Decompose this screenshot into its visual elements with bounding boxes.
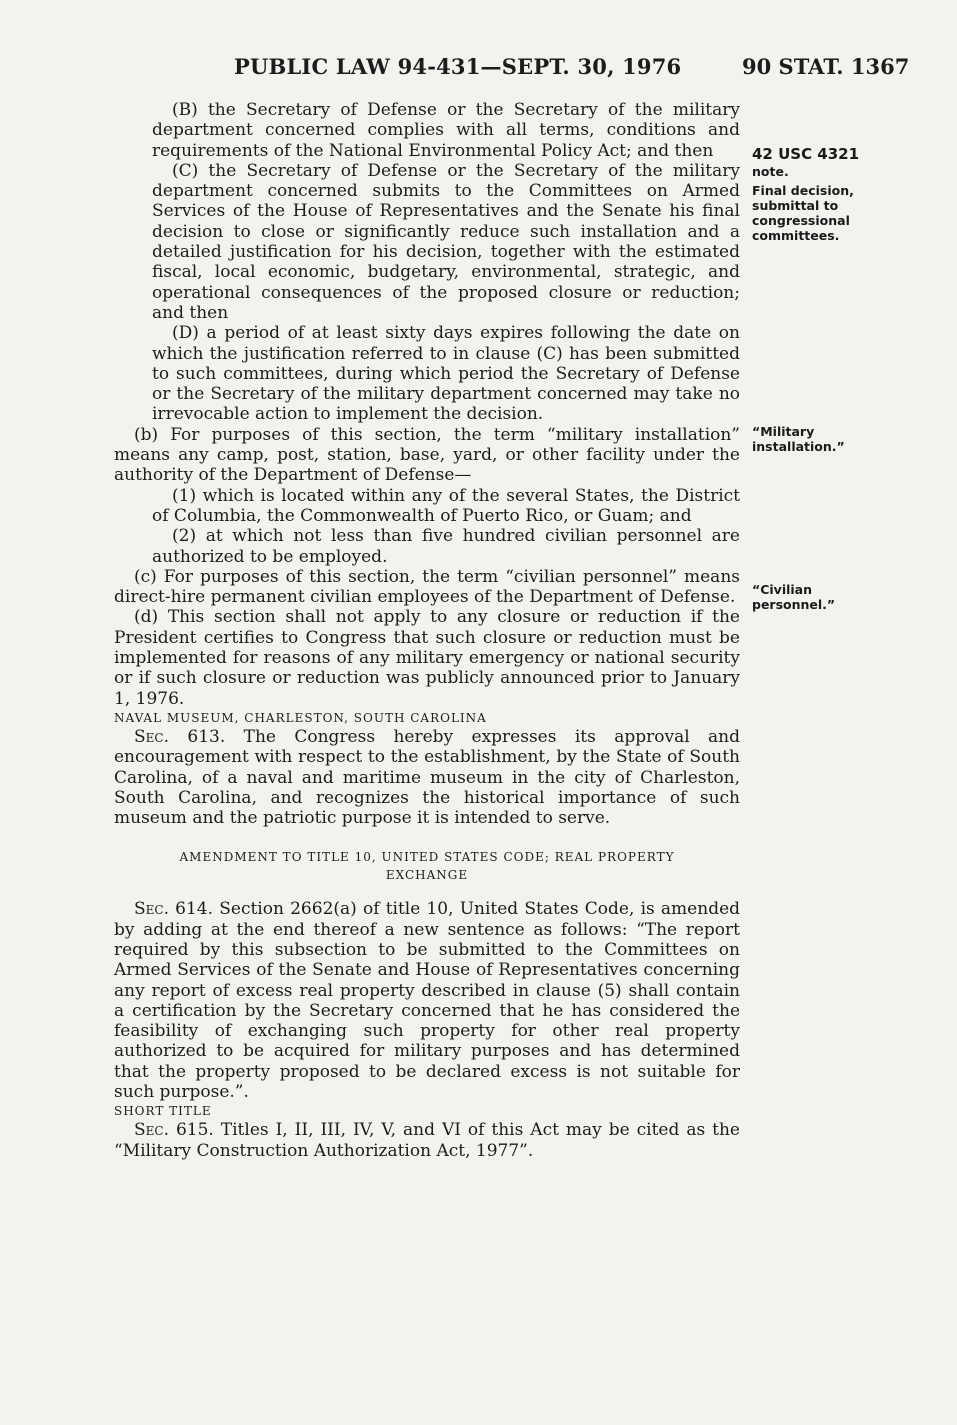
section-615: [114, 1120, 740, 1161]
margin-note-final-decision: [752, 183, 942, 243]
section-614-label: Sec. 614.: [134, 899, 214, 920]
margin-note-military-line2: installation.”: [752, 439, 845, 454]
section-615-text: Titles I, II, III, IV, V, and VI of this Act may be cited as the “Military Construction Authorization Act, 1977”.: [114, 1120, 740, 1161]
clause-b: (B) the Secretary of Defense or the Secretary of the military department concerned complies with all terms, conditions and requirements of the National Environmental Policy Act; and then: [152, 100, 740, 161]
margin-note-final-line1: Final decision,: [752, 183, 854, 198]
section-613-heading: NAVAL MUSEUM, CHARLESTON, SOUTH CAROLINA: [114, 710, 487, 725]
section-614-text: Section 2662(a) of title 10, United States Code, is amended by adding at the end thereof a new sentence as follows: “The report required by this subsection to be submitted to the Committees on Armed Services of the Senate and House of Representatives concerning any report of excess real property described in clause (5) shall contain a certification by the Secretary concerned that he has considered the feasibility of exchanging such property for other real property authorized to be acquired for military purposes and has determined that the property proposed to be declared excess is not suitable for such purpose.”.: [114, 899, 741, 1103]
margin-note-military-line1: “Military: [752, 424, 815, 439]
subsection-d: (d) This section shall not apply to any closure or reduction if the President certifies to Congress that such closure or reduction must be implemented for reasons of any military emergency or national security or if such closure or reduction was publicly announced prior to January 1, 1976.: [114, 607, 740, 709]
section-613-label: Sec. 613.: [134, 726, 226, 747]
margin-note-military-installation: [752, 424, 942, 454]
margin-note-civilian-line1: “Civilian: [752, 582, 813, 597]
subsection-b-1: (1) which is located within any of the several States, the District of Columbia, the Commonwealth of Puerto Rico, or Guam; and: [152, 485, 740, 526]
section-613: [114, 727, 740, 828]
subsection-b-2: (2) at which not less than five hundred civilian personnel are authorized to be employed.: [152, 526, 740, 567]
page-header: [0, 50, 957, 86]
section-613-text: The Congress hereby expresses its approval and encouragement with respect to the establishment, by the State of South Carolina, of a naval and maritime museum in the city of Charleston, South Carolina, and recognizes the historical importance of such museum and the patriotic purpose it is intended to serve.: [114, 726, 741, 829]
header-title: PUBLIC LAW 94-431—SEPT. 30, 1976: [234, 54, 682, 79]
section-614-heading: [114, 848, 740, 884]
section-614: [114, 899, 740, 1102]
clause-d: (D) a period of at least sixty days expires following the date on which the justification referred to in clause (C) has been submitted to such committees, during which period the Secretary of Defense or the Secretary of the military department concerned may take no irrevocable action to implement the decision.: [152, 323, 740, 425]
margin-note-final-line2: submittal to: [752, 198, 839, 213]
margin-note-usc-line2: note.: [752, 164, 789, 179]
section-615-label: Sec. 615.: [134, 1120, 214, 1141]
margin-note-usc-line1: 42 USC 4321: [752, 145, 860, 163]
subsection-b: (b) For purposes of this section, the term “military installation” means any camp, post, station, base, yard, or other facility under the authority of the Department of Defense—: [114, 424, 740, 486]
subsection-c: (c) For purposes of this section, the term “civilian personnel” means direct-hire permanent civilian employees of the Department of Defense.: [114, 566, 740, 608]
margin-note-usc: [752, 145, 942, 181]
section-615-heading: SHORT TITLE: [114, 1104, 212, 1119]
body-text-column: [114, 100, 740, 1161]
margin-note-final-line4: committees.: [752, 228, 840, 243]
header-stat-citation: 90 STAT. 1367: [742, 54, 910, 79]
margin-note-civilian-personnel: [752, 582, 942, 612]
clause-c: (C) the Secretary of Defense or the Secretary of the military department concerned submits to the Committees on Armed Services of the House of Representatives and the Senate his final decision to close or significantly reduce such installation and a detailed justification for his decision, together with the estimated fiscal, local economic, budgetary, environmental, strategic, and operational consequences of the proposed closure or reduction; and then: [152, 160, 740, 323]
section-614-heading-line2: EXCHANGE: [385, 868, 469, 883]
margin-note-final-line3: congressional: [752, 213, 850, 228]
section-614-heading-line1: AMENDMENT TO TITLE 10, UNITED STATES CODE; REAL PROPERTY: [179, 850, 675, 865]
margin-note-civilian-line2: personnel.”: [752, 597, 836, 612]
